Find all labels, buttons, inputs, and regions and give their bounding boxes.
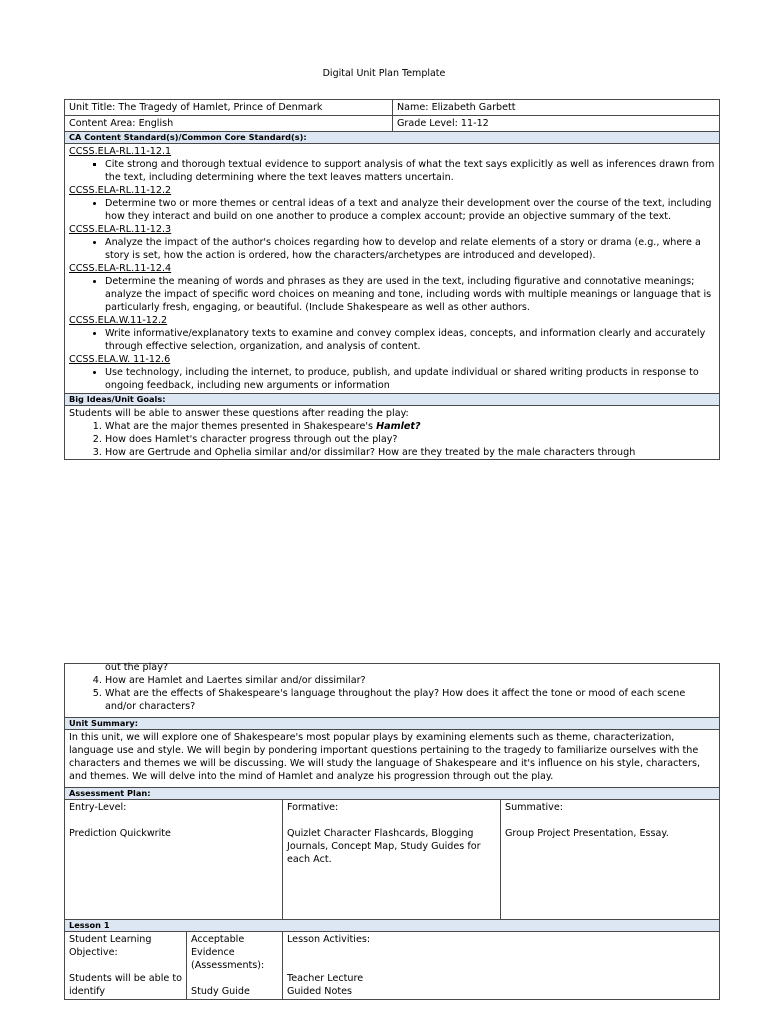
standard-id: CCSS.ELA.W.11-12.2 <box>69 315 168 326</box>
formative-label: Formative: <box>287 802 339 813</box>
standard-text: • Determine the meaning of words and phrases as they are used in the text, including figurative and connotative meanings; analyze the impact of specific word choices on meaning and tone, including words with multiple meanings or language that is particularly fresh, engaging, or beautiful. (Include Shakespeare as well as other authors. <box>105 275 715 314</box>
formative-cell <box>283 800 501 920</box>
unit-summary-text: In this unit, we will explore one of Shakespeare's most popular plays by examining elements such as theme, characterization, language use and style. We will begin by pondering important questions pertaining to the tragedy to familiarize ourselves with the characters and themes we will be discussing. We will study the language of Shakespeare and it's influence on his style, characters, and themes. We will delve into the mind of Hamlet and analyze his progression through out the play. <box>65 730 720 788</box>
big-ideas-header: Big Ideas/Unit Goals: <box>65 394 720 406</box>
unit-title: Unit Title: The Tragedy of Hamlet, Prince of Denmark <box>65 100 393 116</box>
question-text: What are the major themes presented in Shakespeare's <box>105 421 377 432</box>
unit-summary-header: Unit Summary: <box>65 718 720 730</box>
standard-id: CCSS.ELA-RL.11-12.4 <box>69 263 172 274</box>
standard-text: ▪ Cite strong and thorough textual evidence to support analysis of what the text says explicitly as well as inferences drawn from the text, including determining where the text leaves matters uncertain. <box>105 158 715 184</box>
question-item <box>105 420 715 433</box>
summative-cell <box>501 800 720 920</box>
lesson-1-header: Lesson 1 <box>65 920 720 932</box>
play-title-emphasis: Hamlet? <box>376 421 421 432</box>
evidence-label: Acceptable Evidence (Assessments): <box>191 934 265 971</box>
big-ideas-cell <box>65 406 720 460</box>
entry-level-label: Entry-Level: <box>69 802 127 813</box>
objective-text: Students will be able to identify <box>69 973 182 997</box>
standard-id: CCSS.ELA-RL.11-12.1 <box>69 146 172 157</box>
summative-value: Group Project Presentation, Essay. <box>505 828 669 839</box>
activity-item: Guided Notes <box>287 986 353 997</box>
summative-label: Summative: <box>505 802 563 813</box>
entry-level-cell <box>65 800 283 920</box>
big-ideas-continued <box>65 664 720 718</box>
objective-label: Student Learning Objective: <box>69 934 152 958</box>
question-item: 5. What are the effects of Shakespeare's language throughout the play? How does it affect the tone or mood of each scene and/or characters? <box>105 687 715 713</box>
standards-cell <box>65 144 720 394</box>
question-item <box>105 446 715 458</box>
grade-level: Grade Level: 11-12 <box>393 116 720 132</box>
activities-label: Lesson Activities: <box>287 934 371 945</box>
standards-header: CA Content Standard(s)/Common Core Standard(s): <box>65 132 720 144</box>
standard-text: • Analyze the impact of the author's choices regarding how to develop and relate elements of a story or drama (e.g., where a story is set, how the action is ordered, how the characters/archetypes are introduced and developed). <box>105 236 715 262</box>
question-continuation: out the play? <box>105 662 168 673</box>
question-item: 4. How are Hamlet and Laertes similar and/or dissimilar? <box>105 674 715 687</box>
activities-cell <box>283 932 720 1000</box>
big-ideas-intro: Students will be able to answer these questions after reading the play: <box>69 408 409 419</box>
standard-text: • Determine two or more themes or central ideas of a text and analyze their development over the course of the text, including how they interact and build on one another to produce a complex account; provide an objective summary of the text. <box>105 197 715 223</box>
author-name: Name: Elizabeth Garbett <box>393 100 720 116</box>
unit-plan-table-page-2 <box>64 663 720 1000</box>
entry-level-value: Prediction Quickwrite <box>69 828 171 839</box>
question-item: 2. How does Hamlet's character progress through out the play? <box>105 433 715 446</box>
page-title: Digital Unit Plan Template <box>322 68 446 79</box>
assessment-header: Assessment Plan: <box>65 788 720 800</box>
evidence-cell <box>187 932 283 1000</box>
formative-value: Quizlet Character Flashcards, Blogging Journals, Concept Map, Study Guides for each Act. <box>287 828 481 865</box>
standard-text: • Use technology, including the internet, to produce, publish, and update individual or shared writing products in response to ongoing feedback, including new arguments or information <box>105 366 715 392</box>
standard-text: • Write informative/explanatory texts to examine and convey complex ideas, concepts, and information clearly and accurately through effective selection, organization, and analysis of content. <box>105 327 715 353</box>
activity-item: Teacher Lecture <box>287 973 364 984</box>
content-area: Content Area: English <box>65 116 393 132</box>
standard-id: CCSS.ELA-RL.11-12.2 <box>69 185 172 196</box>
standard-id: CCSS.ELA.W. 11-12.6 <box>69 354 171 365</box>
question-text: 3. How are Gertrude and Ophelia similar and/or dissimilar? How are they treated by the male characters through <box>105 447 636 458</box>
objective-cell <box>65 932 187 1000</box>
evidence-text: Study Guide <box>191 986 250 997</box>
unit-plan-table-page-1 <box>64 99 720 460</box>
standard-id: CCSS.ELA-RL.11-12.3 <box>69 224 172 235</box>
